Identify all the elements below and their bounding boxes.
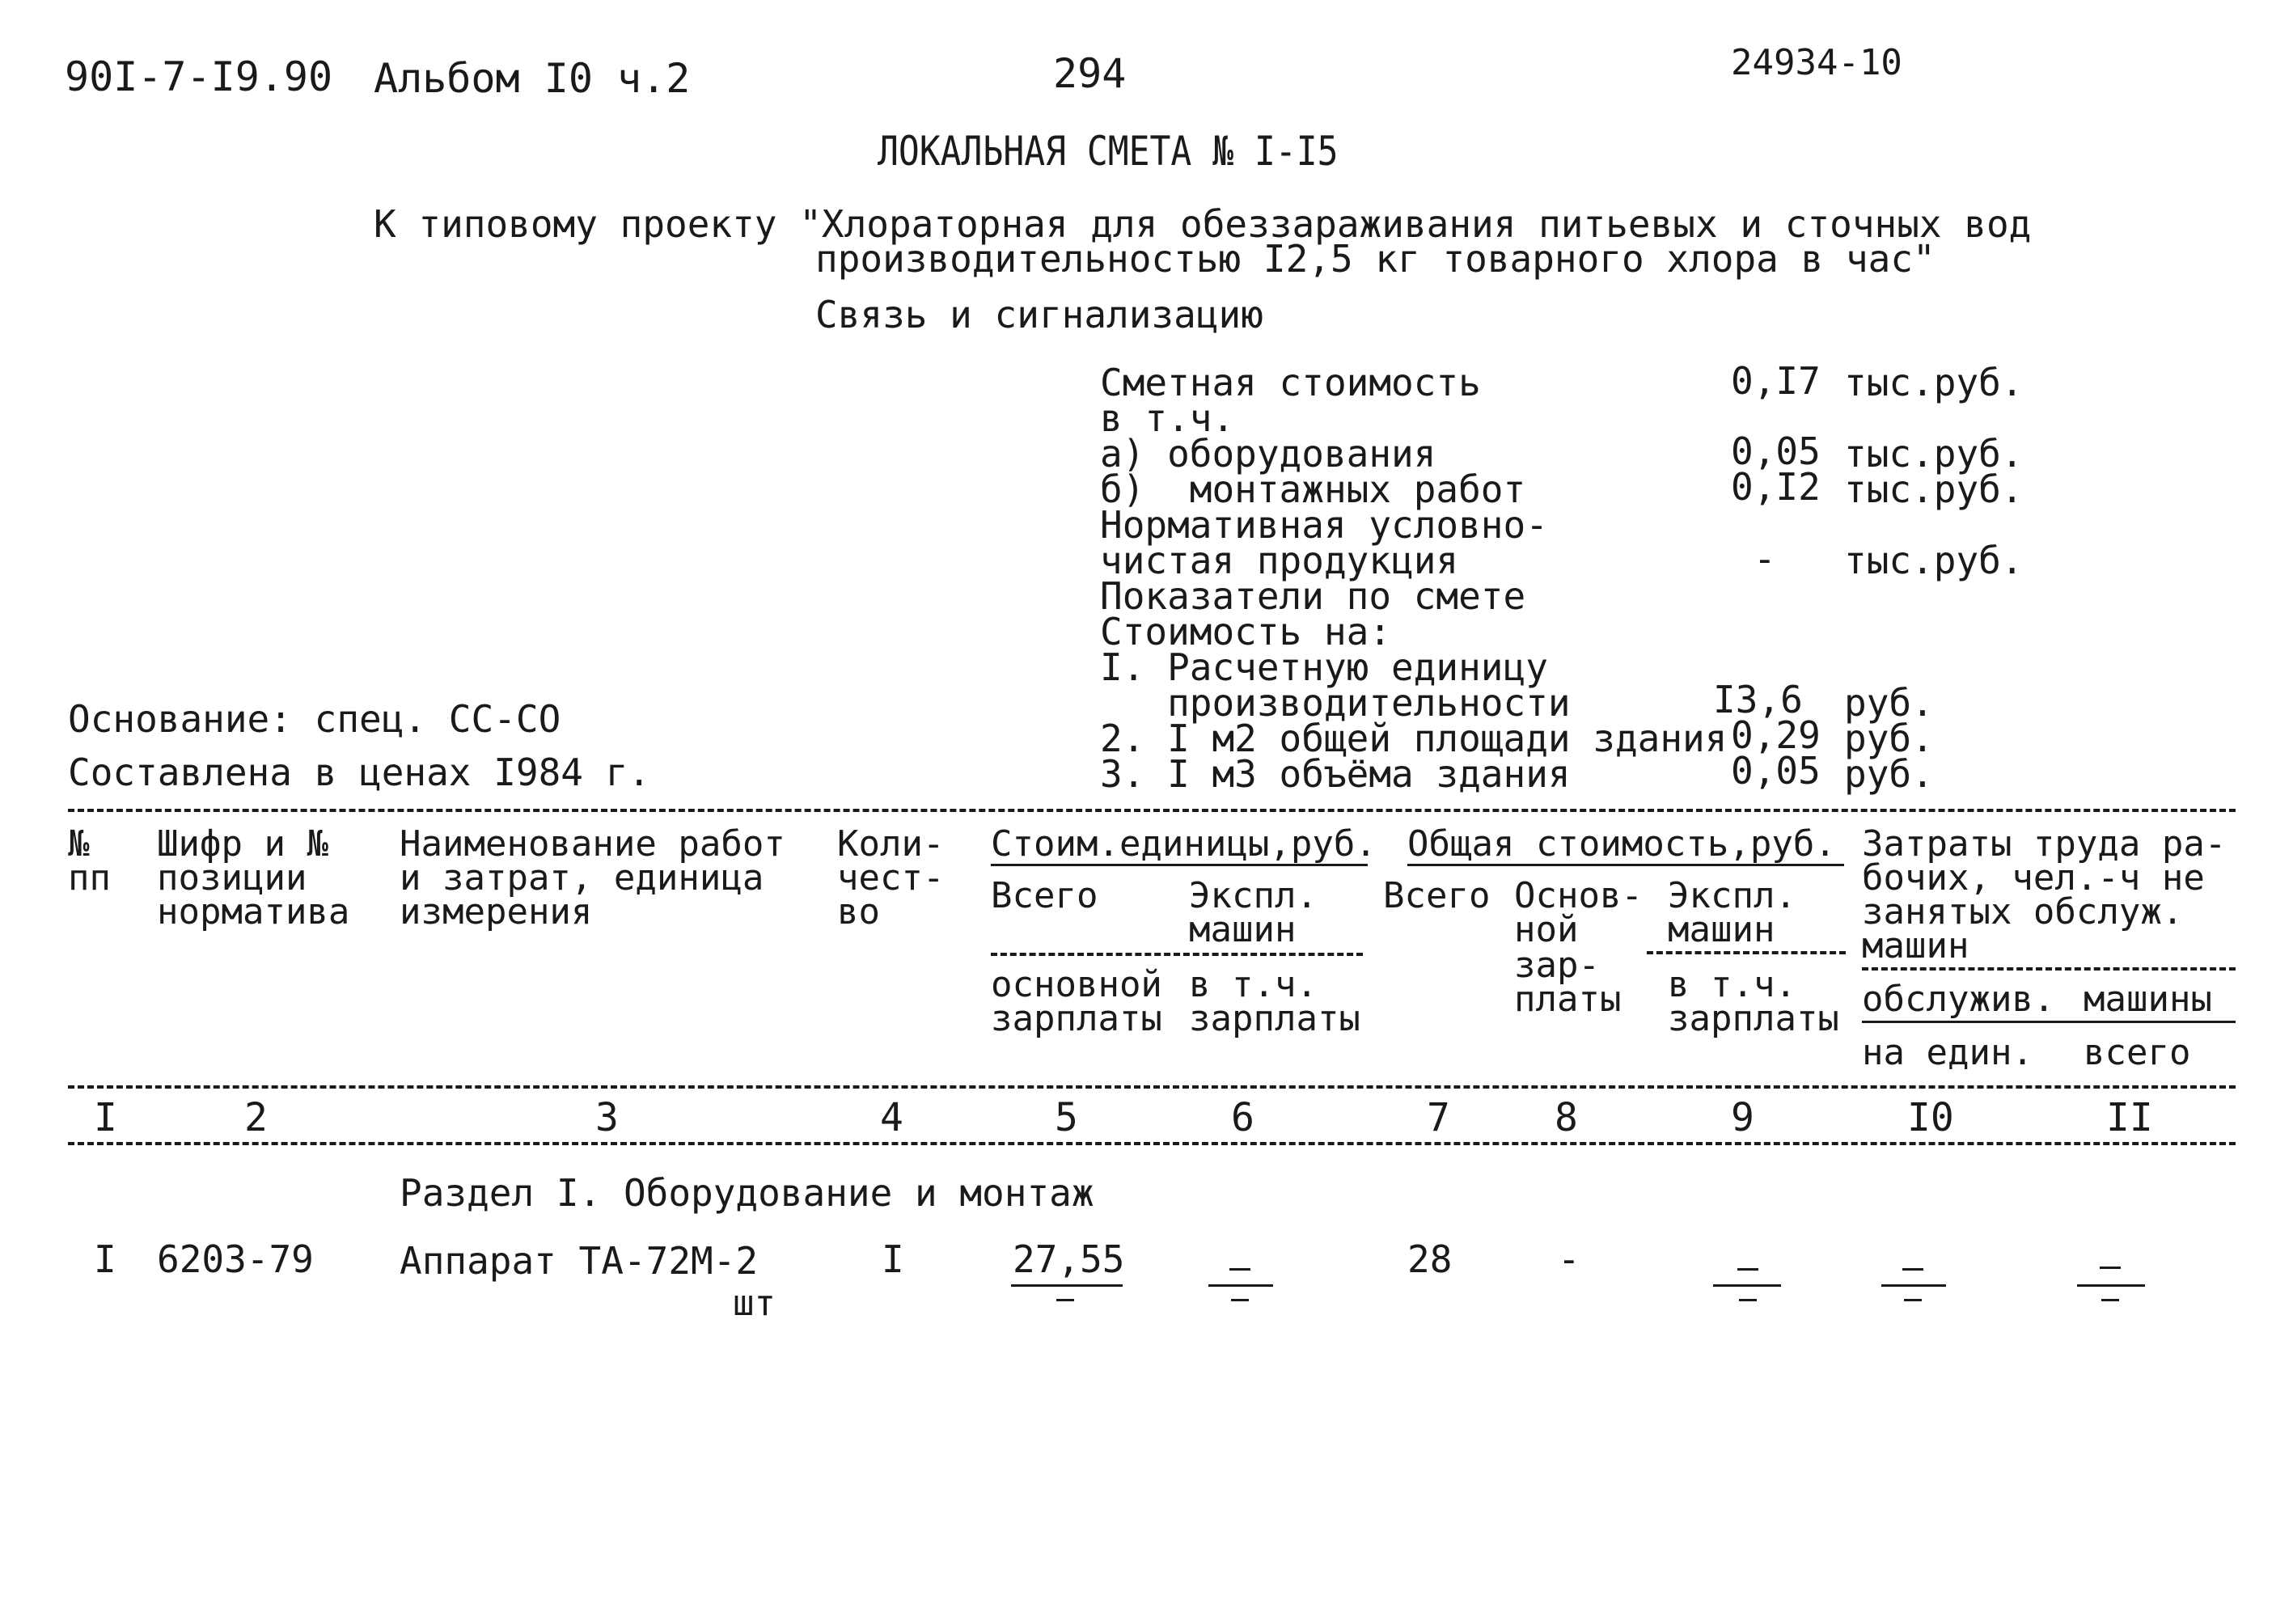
header-col7: Всего xyxy=(1383,875,1491,916)
header-total-cost: Общая стоимость,руб. xyxy=(1407,823,1836,865)
summary-label: производительности xyxy=(1100,681,1571,725)
column-number: II xyxy=(2106,1095,2153,1140)
column-number: 4 xyxy=(880,1095,903,1140)
header-col10-top: обслужив. xyxy=(1862,979,2055,1020)
header-col8: зар- xyxy=(1514,945,1600,986)
header-col9-bottom: зарплаты xyxy=(1668,998,1839,1039)
header-code: норматива xyxy=(157,891,350,933)
summary-unit: тыс.руб. xyxy=(1844,539,2024,582)
summary-label: Стоимость на: xyxy=(1100,610,1392,653)
prices-year-text: Составлена в ценах I984 г. xyxy=(68,751,651,794)
header-col11-bottom: всего xyxy=(2084,1032,2191,1073)
row-col6-numerator xyxy=(1229,1268,1250,1271)
row-number: I xyxy=(94,1237,116,1281)
header-col10-11-rule xyxy=(1862,1021,2236,1023)
column-numbers-top-rule xyxy=(68,1085,2236,1089)
summary-value: 0,I2 xyxy=(1731,465,1821,509)
column-number: I0 xyxy=(1907,1095,1954,1140)
row-col10-fraction-bar xyxy=(1881,1284,1946,1287)
header-labor-rule xyxy=(1862,967,2236,971)
row-col6-denominator xyxy=(1231,1299,1249,1301)
summary-label: I. Расчетную единицу xyxy=(1100,645,1548,689)
row-col9-numerator xyxy=(1737,1268,1758,1271)
column-number: 5 xyxy=(1055,1095,1078,1140)
basis-text: Основание: спец. СС-СО xyxy=(68,697,561,741)
summary-label: 3. I м3 объёма здания xyxy=(1100,752,1571,796)
row-qty: I xyxy=(882,1237,904,1281)
summary-unit: тыс.руб. xyxy=(1844,467,2024,511)
column-number: 6 xyxy=(1231,1095,1254,1140)
row-col9-denominator xyxy=(1739,1299,1757,1301)
column-number: 8 xyxy=(1555,1095,1578,1140)
section-subject: Связь и сигнализацию xyxy=(815,293,1263,336)
summary-unit: руб. xyxy=(1844,752,1934,796)
header-col10-bottom: на един. xyxy=(1862,1032,2033,1073)
column-number: 3 xyxy=(595,1095,619,1140)
estimate-title: ЛОКАЛЬНАЯ СМЕТА № I-I5 xyxy=(878,128,1339,175)
header-col6-top: машин xyxy=(1189,909,1297,950)
row-col11-fraction-bar xyxy=(2077,1284,2145,1287)
summary-value: 0,05 xyxy=(1731,429,1821,473)
header-col5-top: Всего xyxy=(991,875,1098,916)
row-col10-numerator xyxy=(1902,1268,1923,1271)
row-col7: 28 xyxy=(1407,1237,1453,1281)
project-title-line2: производительностью I2,5 кг товарного хлора в час" xyxy=(815,237,1936,281)
header-name: Наименование работ xyxy=(400,823,785,865)
summary-value: - xyxy=(1754,537,1776,581)
document-code: 90I-7-I9.90 xyxy=(65,53,333,100)
header-col9-top: Экспл. xyxy=(1668,875,1796,916)
column-numbers-bottom-rule xyxy=(68,1142,2236,1145)
project-title-line1: К типовому проекту "Хлораторная для обеззараживания питьевых и сточных вод xyxy=(374,202,2032,246)
summary-label: а) оборудования xyxy=(1100,432,1436,476)
header-unit-cost: Стоим.единицы,руб. xyxy=(991,823,1377,865)
album-label: Альбом I0 ч.2 xyxy=(374,55,691,102)
header-unit-cost-underline xyxy=(991,864,1368,866)
summary-label: Сметная стоимость xyxy=(1100,361,1481,404)
row-col9-fraction-bar xyxy=(1713,1284,1781,1287)
summary-label: 2. I м2 общей площади здания xyxy=(1100,717,1728,760)
page-number: 294 xyxy=(1053,50,1127,97)
header-col8: Основ- xyxy=(1514,875,1643,916)
summary-label: чистая продукция xyxy=(1100,539,1459,582)
summary-label: Нормативная условно- xyxy=(1100,503,1548,547)
row-col5-fraction-bar xyxy=(1011,1284,1123,1287)
header-qty: чест- xyxy=(837,857,945,899)
column-number: 2 xyxy=(244,1095,268,1140)
header-col5-bottom: основной xyxy=(991,964,1162,1005)
summary-label: Показатели по смете xyxy=(1100,574,1526,618)
header-labor: занятых обслуж. xyxy=(1862,891,2184,933)
section-title: Раздел I. Оборудование и монтаж xyxy=(400,1171,1094,1215)
column-number: 7 xyxy=(1427,1095,1450,1140)
summary-value: I3,6 xyxy=(1713,678,1803,721)
header-code: Шифр и № xyxy=(157,823,328,865)
inventory-number: 24934-10 xyxy=(1731,42,1902,83)
header-col11-top: машины xyxy=(2084,979,2212,1020)
row-col11-numerator xyxy=(2100,1267,2121,1269)
summary-value: 0,29 xyxy=(1731,713,1821,757)
header-num: пп xyxy=(68,857,111,899)
header-col6-bottom: в т.ч. xyxy=(1189,964,1318,1005)
header-col8: ной xyxy=(1514,909,1579,950)
header-labor: Затраты труда ра- xyxy=(1862,823,2227,865)
summary-unit: тыс.руб. xyxy=(1844,432,2024,476)
header-labor: машин xyxy=(1862,925,1969,966)
header-qty: во xyxy=(837,891,880,933)
row-col5: 27,55 xyxy=(1013,1237,1125,1281)
summary-unit: тыс.руб. xyxy=(1844,361,2024,404)
header-col6-bottom: зарплаты xyxy=(1189,998,1360,1039)
summary-value: 0,05 xyxy=(1731,749,1821,793)
header-code: позиции xyxy=(157,857,307,899)
table-top-rule xyxy=(68,809,2236,812)
row-col10-denominator xyxy=(1904,1299,1922,1301)
header-col6-top: Экспл. xyxy=(1189,875,1318,916)
header-col9-bottom: в т.ч. xyxy=(1668,964,1796,1005)
summary-value: 0,I7 xyxy=(1731,359,1821,403)
header-name: и затрат, единица xyxy=(400,857,764,899)
row-col8: - xyxy=(1558,1237,1580,1281)
row-col11-denominator xyxy=(2101,1299,2119,1301)
row-unit: шт xyxy=(733,1283,776,1324)
summary-unit: руб. xyxy=(1844,681,1934,725)
header-col5-bottom: зарплаты xyxy=(991,998,1162,1039)
row-col6-fraction-bar xyxy=(1208,1284,1273,1287)
summary-label: в т.ч. xyxy=(1100,396,1235,440)
summary-label: б) монтажных работ xyxy=(1100,467,1526,511)
header-total-cost-underline xyxy=(1407,864,1844,866)
summary-unit: руб. xyxy=(1844,717,1934,760)
header-num: № xyxy=(68,823,90,865)
row-name: Аппарат ТА-72М-2 xyxy=(400,1239,759,1283)
header-col8: платы xyxy=(1514,979,1622,1020)
header-labor: бочих, чел.-ч не xyxy=(1862,857,2205,899)
column-number: 9 xyxy=(1731,1095,1754,1140)
header-col9-top: машин xyxy=(1668,909,1775,950)
header-qty: Коли- xyxy=(837,823,945,865)
header-col5-6-rule xyxy=(991,953,1363,956)
column-number: I xyxy=(94,1095,117,1140)
row-code: 6203-79 xyxy=(157,1237,314,1281)
row-col5-denominator xyxy=(1056,1299,1074,1301)
header-col9-rule xyxy=(1647,951,1846,954)
header-name: измерения xyxy=(400,891,593,933)
